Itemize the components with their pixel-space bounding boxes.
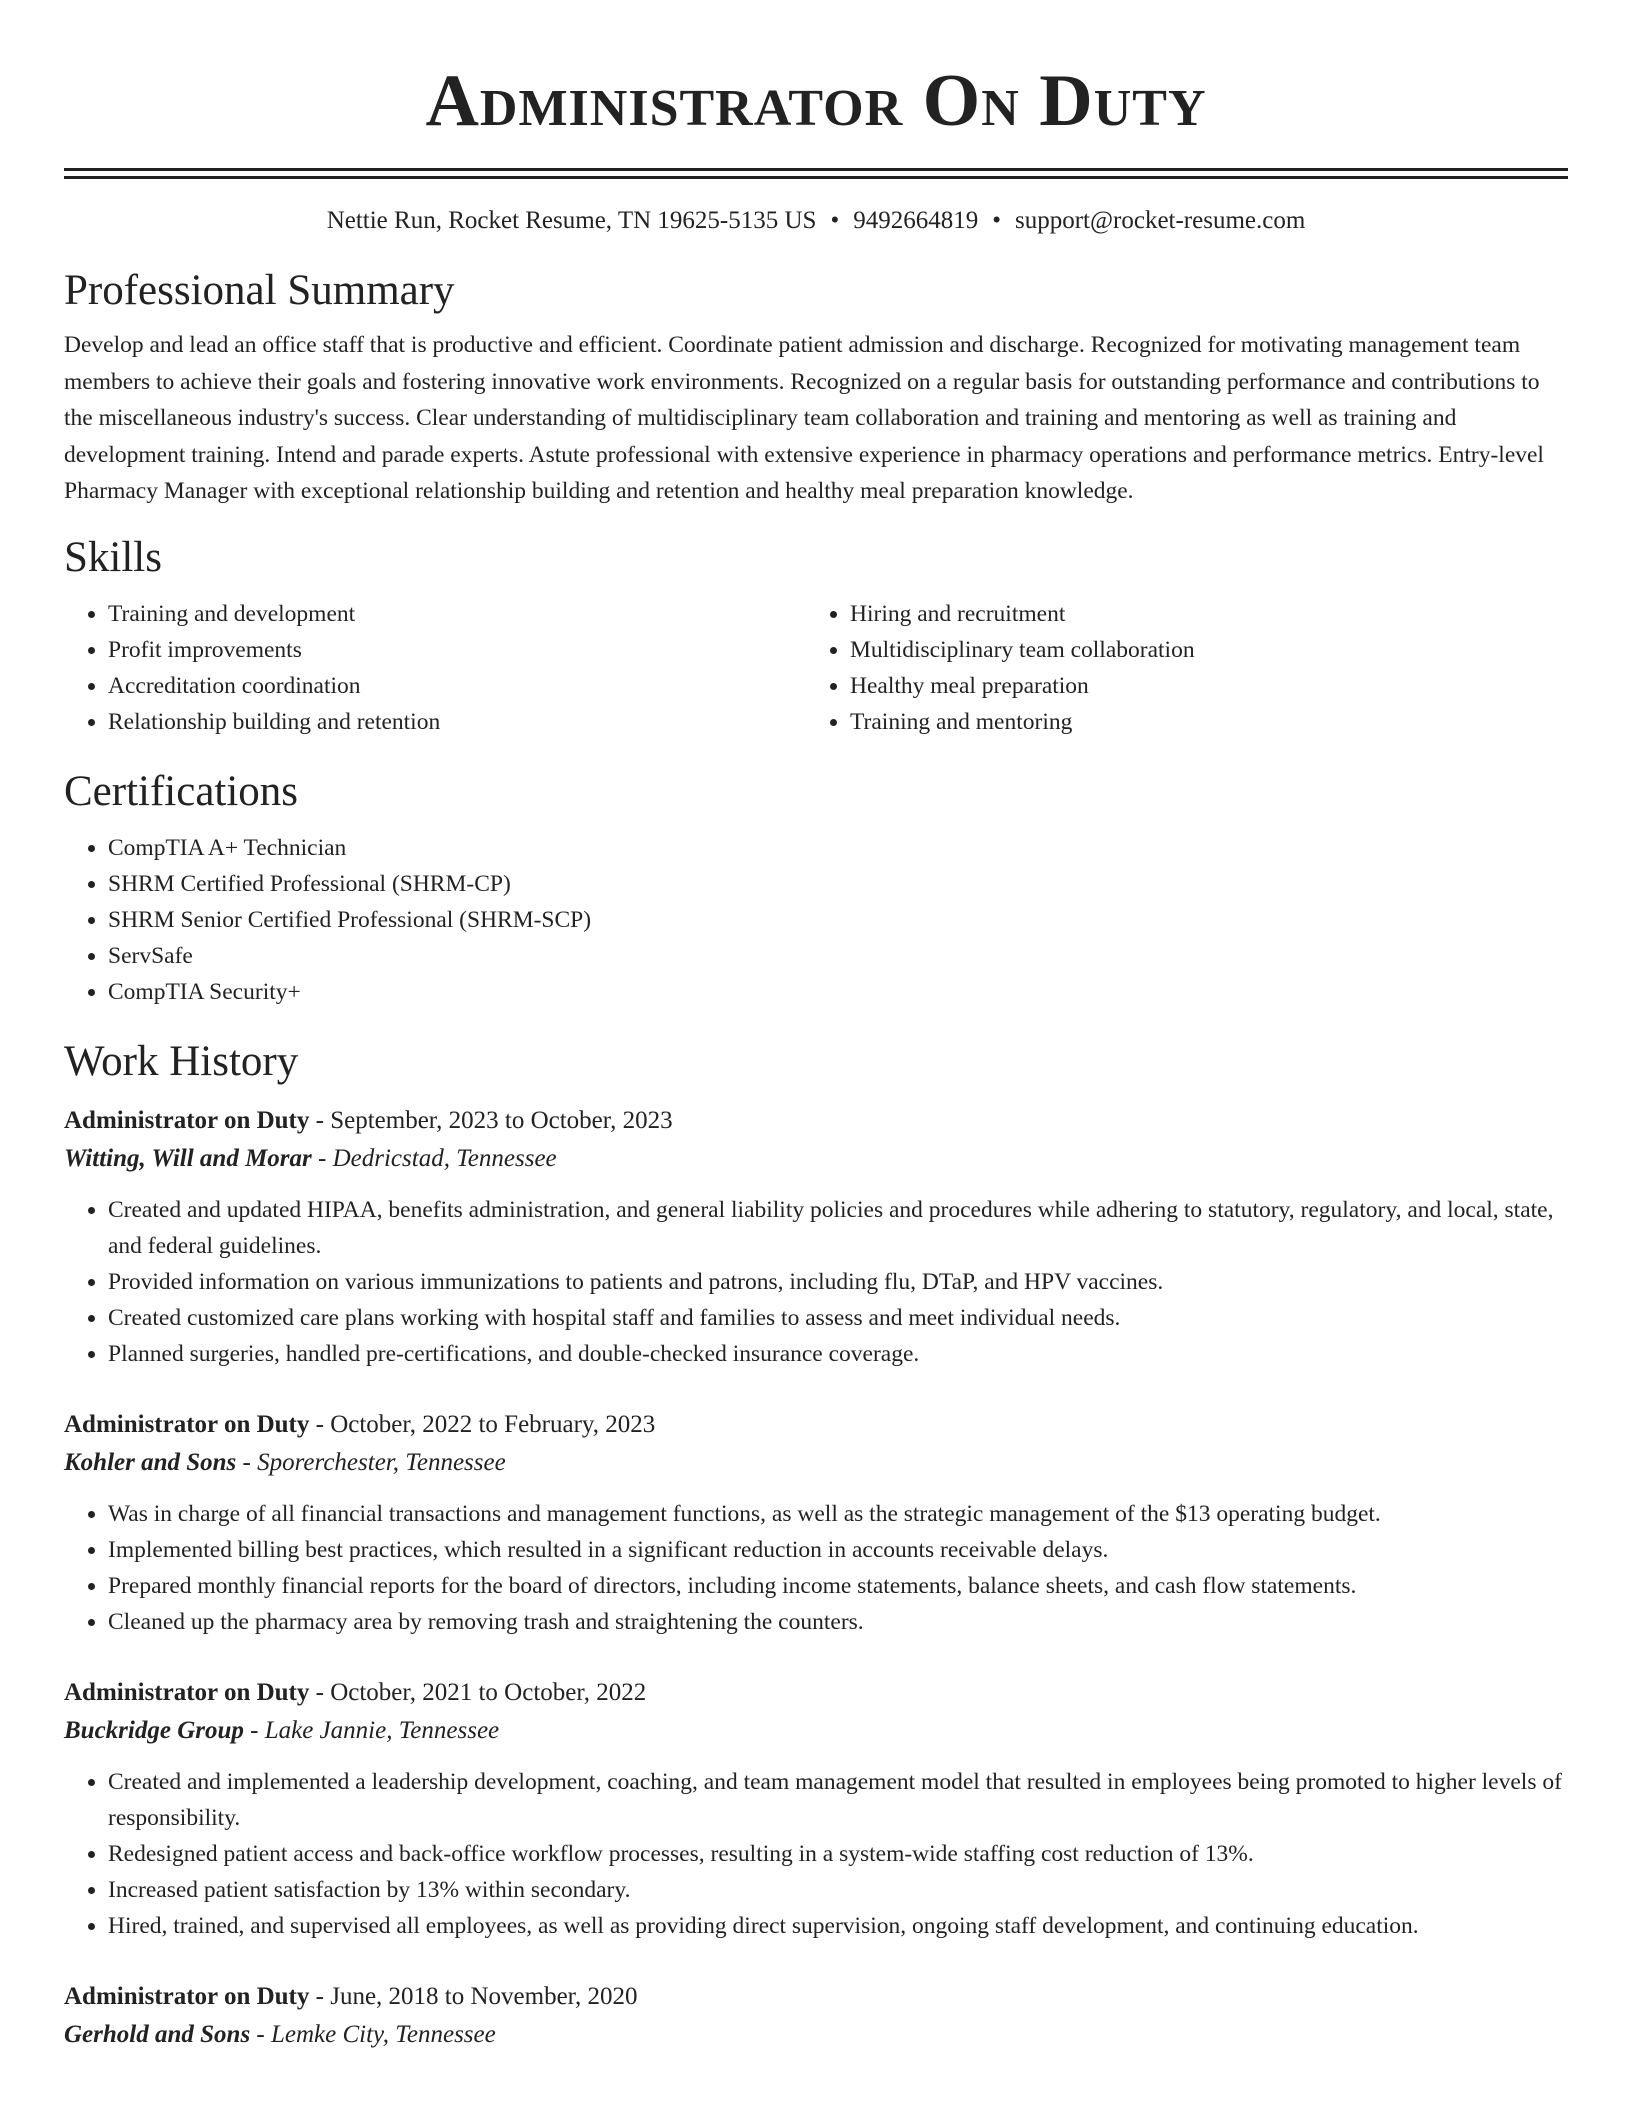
skill-item: • Multidisciplinary team collaboration (850, 632, 1548, 668)
job-title: Administrator on Duty (64, 1982, 310, 2010)
job-duty-item: • Implemented billing best practices, which resulted in a significant reduction in accounts receivable delays. (108, 1532, 1568, 1568)
job-company-line (64, 2016, 1568, 2054)
job-company-line (64, 1444, 1568, 1482)
job-duty-item: • Provided information on various immunizations to patients and patrons, including flu, DTaP, and HPV vaccines. (108, 1264, 1568, 1300)
job-entry (64, 1406, 1568, 1640)
job-dates: - June, 2018 to November, 2020 (309, 1982, 638, 2010)
job-dates: - September, 2023 to October, 2023 (309, 1106, 673, 1134)
certification-item: • SHRM Senior Certified Professional (SHRM-SCP) (108, 902, 1568, 938)
skills-column-right (806, 596, 1548, 740)
summary-text: Develop and lead an office staff that is productive and efficient. Coordinate patient admission and discharge. Recognized for motivating management team members to achieve their goals and fostering innovative work environments. Recognized on a regular basis for outstanding performance and contributions to the miscellaneous industry's success. Clear understanding of multidisciplinary team collaboration and training and mentoring as well as training and development training. Intend and parade experts. Astute professional with extensive experience in pharmacy operations and performance metrics. Entry-level Pharmacy Manager with exceptional relationship building and retention and healthy meal preparation knowledge. (64, 332, 1544, 504)
contact-line (64, 205, 1568, 237)
job-duty-item: • Created and implemented a leadership development, coaching, and team management model that resulted in employees being promoted to higher levels of responsibility. (108, 1764, 1568, 1836)
job-duty-item: • Created and updated HIPAA, benefits administration, and general liability policies and procedures while adhering to statutory, regulatory, and local, state, and federal guidelines. (108, 1192, 1568, 1264)
contact-address: Nettie Run, Rocket Resume, TN 19625-5135 US (326, 207, 817, 234)
summary-heading: Professional Summary (64, 267, 455, 314)
job-entry (64, 1102, 1568, 1372)
work-history-heading: Work History (64, 1037, 299, 1085)
job-location: - Sporerchester, Tennessee (236, 1448, 506, 1476)
job-duties (64, 1764, 1568, 1944)
certification-item: • CompTIA Security+ (108, 974, 1568, 1010)
job-company: Buckridge Group (64, 1716, 244, 1744)
job-title-line (64, 1102, 1568, 1140)
job-dates: - October, 2021 to October, 2022 (309, 1678, 647, 1706)
job-duty-item: • Hired, trained, and supervised all employees, as well as providing direct supervision, ongoing staff development, and continuing education. (108, 1908, 1568, 1944)
skill-item: • Accreditation coordination (108, 668, 806, 704)
job-duty-item: • Prepared monthly financial reports for the board of directors, including income statements, balance sheets, and cash flow statements. (108, 1568, 1568, 1604)
job-location: - Lemke City, Tennessee (250, 2020, 496, 2048)
job-duty-item: • Was in charge of all financial transactions and management functions, as well as the strategic management of the $13 operating budget. (108, 1496, 1568, 1532)
job-company: Witting, Will and Morar (64, 1144, 312, 1172)
contact-phone: 9492664819 (853, 207, 979, 234)
contact-separator: • (830, 207, 840, 234)
job-duty-item: • Created customized care plans working with hospital staff and families to assess and meet individual needs. (108, 1300, 1568, 1336)
job-duties (64, 1192, 1568, 1372)
job-entry (64, 1674, 1568, 1944)
skill-item: • Training and development (108, 596, 806, 632)
job-location: - Lake Jannie, Tennessee (243, 1716, 500, 1744)
skill-item: • Healthy meal preparation (850, 668, 1548, 704)
job-dates: - October, 2022 to February, 2023 (309, 1410, 656, 1438)
skills-grid (64, 596, 1568, 740)
resume-title: Administrator On Duty (425, 60, 1207, 142)
job-company-line (64, 1712, 1568, 1750)
job-title: Administrator on Duty (64, 1106, 310, 1134)
skill-item: • Training and mentoring (850, 704, 1548, 740)
job-company: Kohler and Sons (64, 1448, 237, 1476)
certification-item: • ServSafe (108, 938, 1568, 974)
certifications-list (64, 830, 1568, 1010)
job-duty-item: • Planned surgeries, handled pre-certifications, and double-checked insurance coverage. (108, 1336, 1568, 1372)
job-title-line (64, 1674, 1568, 1712)
certification-item: • SHRM Certified Professional (SHRM-CP) (108, 866, 1568, 902)
job-entry (64, 1978, 1568, 2054)
title-divider-top (64, 168, 1568, 171)
job-duty-item: • Increased patient satisfaction by 13% within secondary. (108, 1872, 1568, 1908)
certification-item: • CompTIA A+ Technician (108, 830, 1568, 866)
certifications-heading: Certifications (64, 767, 299, 815)
job-company-line (64, 1140, 1568, 1178)
title-divider-bottom (64, 176, 1568, 179)
job-title-line (64, 1406, 1568, 1444)
job-location: - Dedricstad, Tennessee (311, 1144, 557, 1172)
job-title-line (64, 1978, 1568, 2016)
job-duty-item: • Cleaned up the pharmacy area by removing trash and straightening the counters. (108, 1604, 1568, 1640)
job-title: Administrator on Duty (64, 1678, 310, 1706)
skills-column-left (64, 596, 806, 740)
resume-page (64, 0, 1568, 2054)
skills-heading: Skills (64, 533, 162, 581)
job-company: Gerhold and Sons (64, 2020, 251, 2048)
job-duty-item: • Redesigned patient access and back-office workflow processes, resulting in a system-wide staffing cost reduction of 13%. (108, 1836, 1568, 1872)
job-title: Administrator on Duty (64, 1410, 310, 1438)
skill-item: • Relationship building and retention (108, 704, 806, 740)
contact-email: support@rocket-resume.com (1015, 207, 1306, 234)
skill-item: • Hiring and recruitment (850, 596, 1548, 632)
skill-item: • Profit improvements (108, 632, 806, 668)
job-duties (64, 1496, 1568, 1640)
contact-separator: • (992, 207, 1001, 234)
